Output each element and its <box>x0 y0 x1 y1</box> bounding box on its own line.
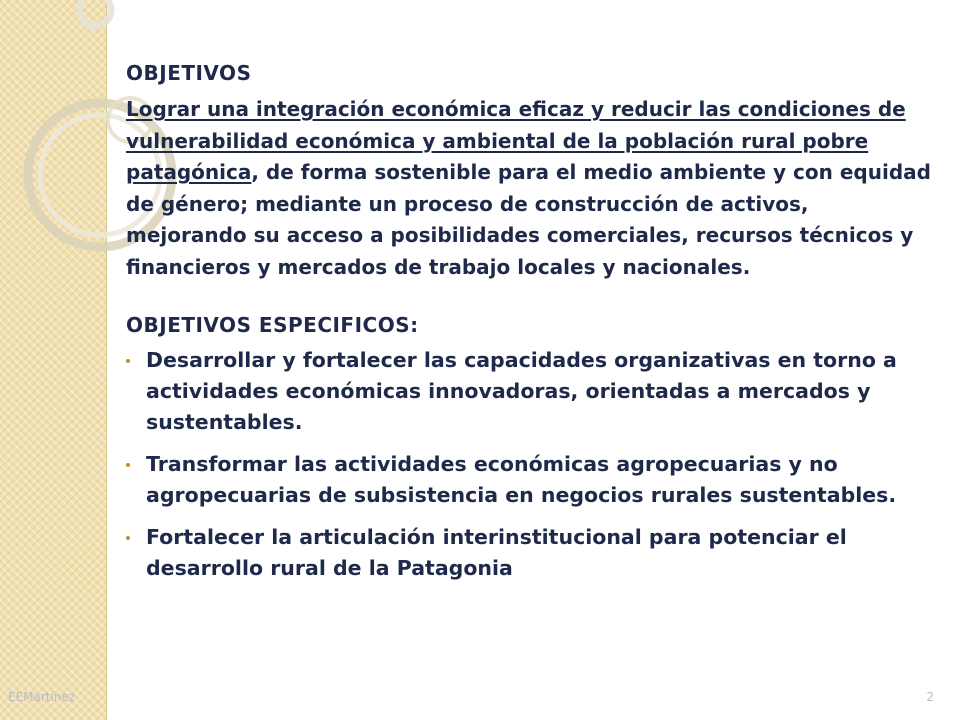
slide-content <box>126 58 936 595</box>
bullet-text: Fortalecer la articulación interinstitucional para potenciar el desarrollo rural de la Patagonia <box>146 525 847 580</box>
list-item <box>126 449 936 511</box>
bullet-icon <box>126 463 130 467</box>
specific-objectives-heading: OBJETIVOS ESPECIFICOS: <box>126 313 419 337</box>
specific-objectives-list <box>126 345 936 584</box>
footer-author: EEMartínez <box>8 690 76 704</box>
bullet-text: Transformar las actividades económicas agropecuarias y no agropecuarias de subsistencia en negocios rurales sustentables. <box>146 452 897 507</box>
bullet-icon <box>126 359 130 363</box>
general-objective-text <box>126 94 936 283</box>
page-number: 2 <box>926 690 934 704</box>
list-item <box>126 345 936 438</box>
list-item <box>126 522 936 584</box>
bullet-text: Desarrollar y fortalecer las capacidades organizativas en torno a actividades económicas innovadoras, orientadas a mercados y sustentables. <box>146 348 897 434</box>
general-objective-underlined: Lograr una integración económica eficaz y reducir las condiciones de vulnerabilidad económica y ambiental de la población rural pobre patagónica <box>126 97 906 184</box>
objectives-heading: OBJETIVOS <box>126 61 252 85</box>
bullet-icon <box>126 536 130 540</box>
general-objective-rest: , de forma sostenible para el medio ambiente y con equidad de género; mediante un proceso de construcción de activos, mejorando su acceso a posibilidades comerciales, recursos técnicos y financieros y mercados de trabajo locales y nacionales. <box>126 160 931 279</box>
